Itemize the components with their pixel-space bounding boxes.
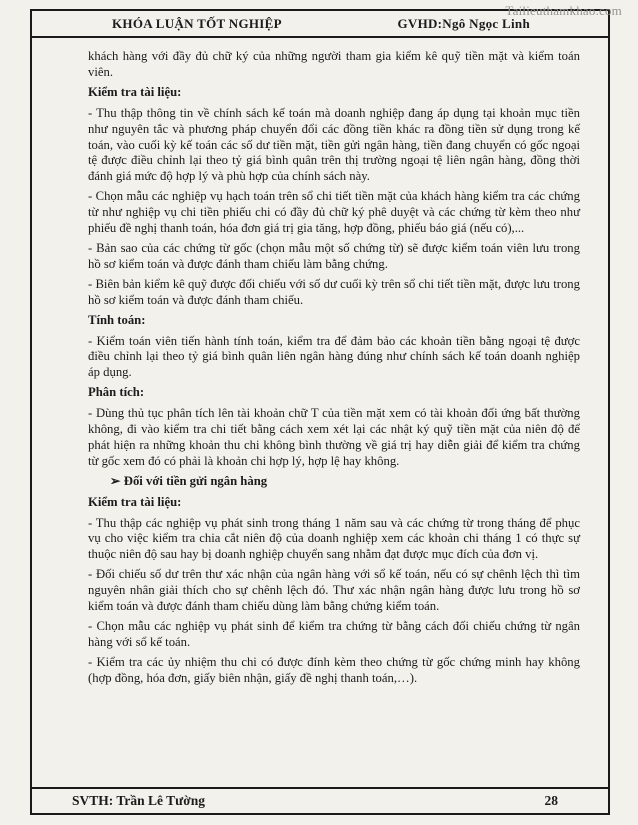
footer-student-name: SVTH: Trần Lê Tường <box>72 793 205 808</box>
paragraph: - Chọn mẫu các nghiệp vụ phát sinh để kiểm tra chứng từ bằng cách đối chiếu chứng từ ngân hàng với sổ kế toán. <box>88 619 580 649</box>
page-footer <box>32 787 608 813</box>
paragraph: - Dùng thủ tục phân tích lên tài khoản chữ T của tiền mặt xem có tài khoản đối ứng bất thường không, đi vào kiểm tra chi tiết bằng cách xem xét lại các nhật ký quỹ tiền mặt của niên độ để phát hiện ra những khoản thu chi không bình thường về giá trị hay diễn giải để kiểm tra chứng từ gốc xem đó có phải là khoản chi hợp lý, hợp lệ hay không. <box>88 406 580 468</box>
paragraph: - Biên bản kiểm kê quỹ được đối chiếu với số dư cuối kỳ trên sổ chi tiết tiền mặt, được lưu trong hồ sơ kiểm toán và được đánh tham chiếu. <box>88 276 580 307</box>
section-heading: Tính toán: <box>88 312 146 327</box>
section-heading: Kiểm tra tài liệu: <box>88 494 182 509</box>
watermark-text: Tailieuthamkhao.com <box>505 3 622 18</box>
header-advisor-name: GVHD:Ngô Ngọc Linh <box>397 15 530 31</box>
paragraph: - Kiểm toán viên tiến hành tính toán, kiểm tra để đảm bảo các khoản tiền bằng ngoại tệ được điều chỉnh lại theo tỷ giá bình quân liên ngân hàng đúng như chính sách kế toán doanh nghiệp áp dụng. <box>88 333 580 380</box>
paragraph: - Thu thập thông tin về chính sách kế toán mà doanh nghiệp đang áp dụng tại khoản mục tiền như nguyên tắc và phương pháp chuyển đổi các đồng tiền khác ra đồng tiền sử dụng trong kế toán, vào cuối kỳ kế toán các số dư tiền mặt, tiền gửi ngân hàng, tiền đang chuyển có gốc ngoại tệ được điều chỉnh lại theo tỷ giá bình quân trên thị trường ngoại tệ liên ngân hàng, đồng thời đánh giá mức độ hợp lý và phù hợp của chính sách này. <box>88 105 580 184</box>
paragraph: - Bản sao của các chứng từ gốc (chọn mẫu một số chứng từ) sẽ được kiểm toán viên lưu trong hồ sơ kiểm toán và được đánh tham chiếu làm bằng chứng. <box>88 240 580 271</box>
paragraph: - Đối chiếu số dư trên thư xác nhận của ngân hàng với sổ kế toán, nếu có sự chênh lệch thì tìm nguyên nhân giải thích cho sự chênh lệch đó. Thư xác nhận ngân hàng được lưu trong hồ sơ kiểm toán và được đánh tham chiếu dùng làm bằng chứng kiểm toán. <box>88 567 580 614</box>
section-heading: Kiểm tra tài liệu: <box>88 84 182 99</box>
document-body <box>88 49 580 783</box>
footer-page-number: 28 <box>544 793 558 808</box>
section-heading: Phân tích: <box>88 385 145 400</box>
header-thesis-title: KHÓA LUẬN TỐT NGHIỆP <box>112 15 282 31</box>
paragraph: - Thu thập các nghiệp vụ phát sinh trong tháng 1 năm sau và các chứng từ trong tháng để phục vụ cho việc kiểm tra chia cắt niên độ của doanh nghiệp xem các khoản chi tháng 1 có thực sự thuộc niên độ sau hay bị doanh nghiệp chuyển sang nhằm đạt được mục đích của đơn vị. <box>88 515 580 562</box>
paragraph: khách hàng với đầy đủ chữ ký của những người tham gia kiểm kê quỹ tiền mặt và kiểm toán viên. <box>88 49 580 79</box>
paragraph: - Kiểm tra các ủy nhiệm thu chi có được đính kèm theo chứng từ gốc chứng minh hay không (hợp đồng, hóa đơn, giấy biên nhận, giấy đề nghị thanh toán,…). <box>88 654 580 685</box>
paragraph: - Chọn mẫu các nghiệp vụ hạch toán trên sổ chi tiết tiền mặt của khách hàng kiểm tra các chứng từ như nghiệp vụ chi tiền phiếu chi có đầy đủ chữ ký phê duyệt và các chứng từ kèm theo như phiếu đề nghị thanh toán, hóa đơn giá trị gia tăng, hợp đồng, phiếu báo giá (nếu có),... <box>88 189 580 236</box>
arrow-list-heading: ➢ Đối với tiền gửi ngân hàng <box>110 473 268 488</box>
page-border-frame <box>30 9 610 815</box>
